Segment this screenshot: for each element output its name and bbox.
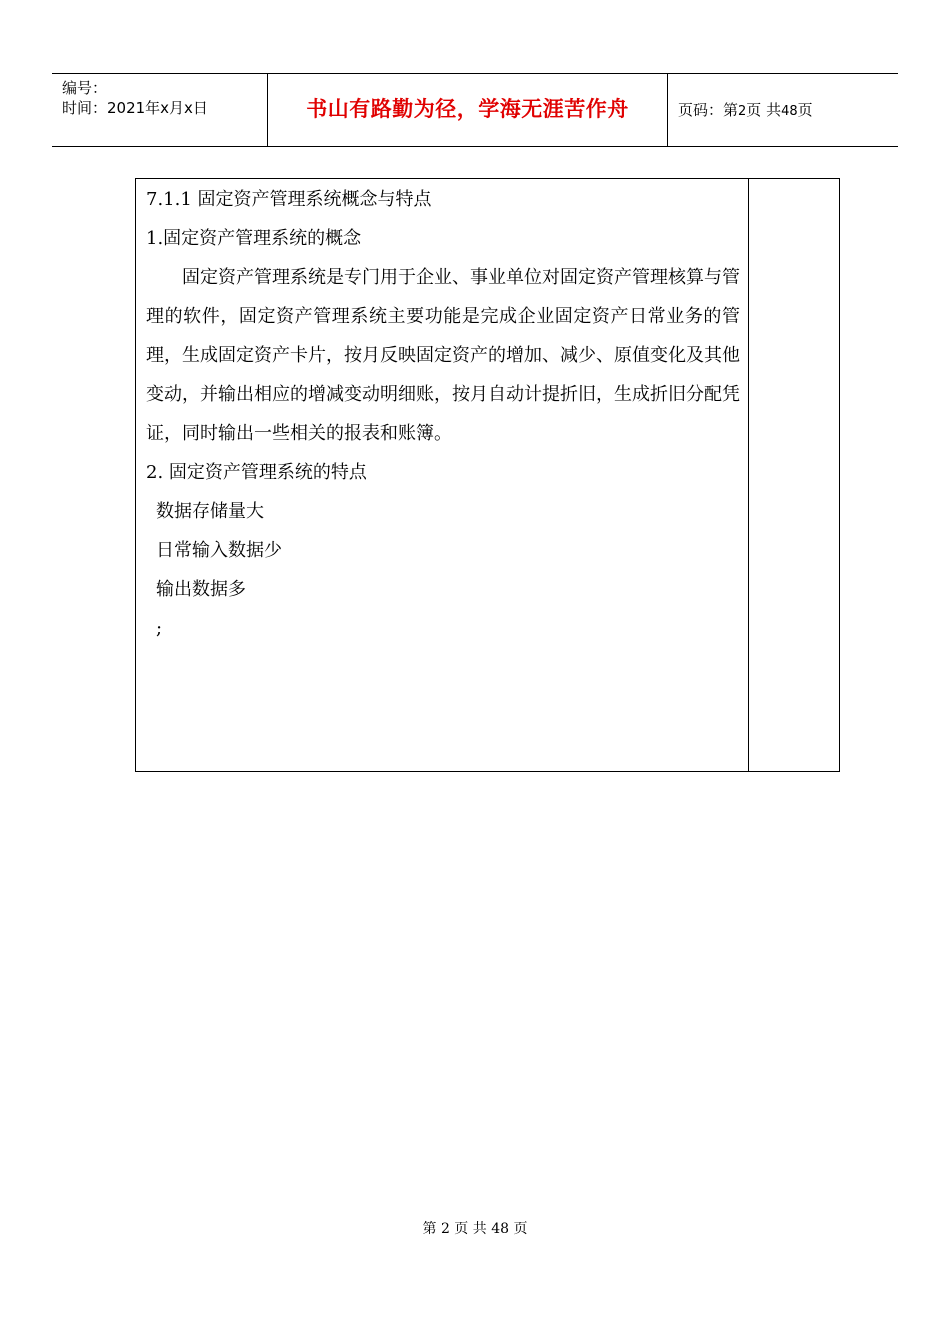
page-footer: 第 2 页 共 48 页 bbox=[422, 1221, 528, 1237]
table-column-divider bbox=[748, 179, 749, 771]
page-total: 48 bbox=[781, 104, 798, 119]
content-table bbox=[135, 178, 840, 772]
header-page-indicator bbox=[678, 100, 813, 122]
document-date: 时间：2021年x月x日 bbox=[62, 99, 208, 117]
document-number-label: 编号： bbox=[62, 79, 108, 97]
header-divider bbox=[667, 74, 668, 146]
feature-item: 数据存储量大 bbox=[156, 501, 264, 522]
page-header bbox=[52, 73, 898, 147]
header-motto: 书山有路勤为径，学海无涯苦作舟 bbox=[306, 96, 629, 121]
concept-heading: 1.固定资产管理系统的概念 bbox=[146, 228, 362, 249]
feature-item: ; bbox=[156, 618, 163, 639]
feature-item: 输出数据多 bbox=[156, 579, 246, 600]
header-meta bbox=[62, 78, 208, 118]
features-heading: 2. 固定资产管理系统的特点 bbox=[146, 462, 367, 483]
content-cell bbox=[146, 180, 740, 648]
page-label-prefix: 页码：第 bbox=[678, 101, 739, 119]
feature-item: 日常输入数据少 bbox=[156, 540, 282, 561]
page-label-mid: 页 共 bbox=[746, 101, 782, 119]
section-heading: 7.1.1 固定资产管理系统概念与特点 bbox=[146, 189, 432, 210]
page-label-suffix: 页 bbox=[797, 101, 813, 119]
page-current: 2 bbox=[738, 104, 747, 119]
concept-paragraph: 固定资产管理系统是专门用于企业、事业单位对固定资产管理核算与管理的软件，固定资产管理系统主要功能是完成企业固定资产日常业务的管理，生成固定资产卡片，按月反映固定资产的增加、减少、原值变化及其他变动，并输出相应的增减变动明细账，按月自动计提折旧，生成折旧分配凭证，同时输出一些相关的报表和账簿。 bbox=[146, 267, 740, 444]
